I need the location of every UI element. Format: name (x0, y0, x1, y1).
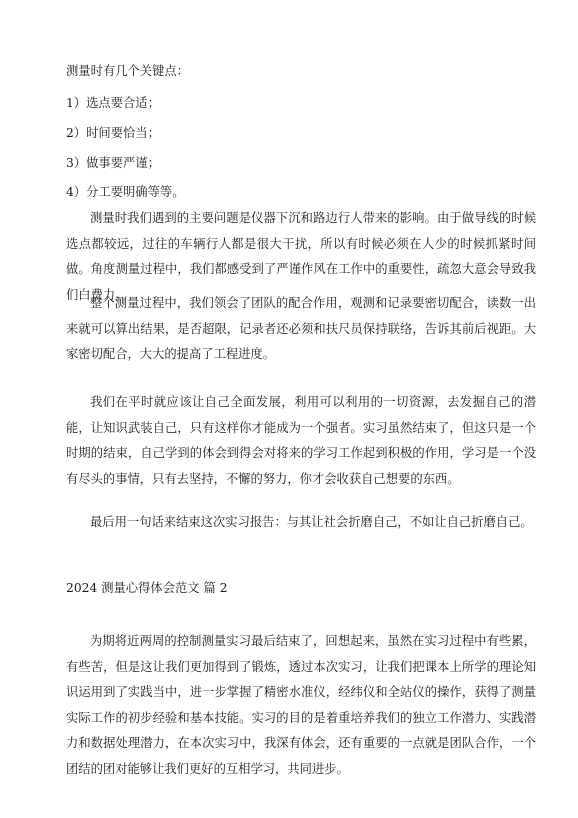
paragraph-3: 我们在平时就应该让自己全面发展，利用可以利用的一切资源，去发掘自己的潜能，让知识武装自己，只有这样你才能成为一个强者。实习虽然结束了，但这只是一个时期的结束，自己学到的体会到得会对将来的学习工作起到积极的作用，学习是一个没有尽头的事情，只有去坚持，不懈的努力，你才会收获自己想要的东西。 (66, 395, 536, 486)
key-point-3: 3）做事要严谨； (66, 156, 160, 170)
paragraph-2: 整个测量过程中，我们领会了团队的配合作用，观测和记录要密切配合，读数一出来就可以算出结果，是否超限，记录者还必须和扶尺员保持联络，告诉其前后视距。大家密切配合，大大的提高了工程进度。 (66, 296, 536, 361)
section-title: 2024 测量心得体会范文 篇 2 (66, 581, 228, 595)
section-paragraph: 为期将近两周的控制测量实习最后结束了，回想起来，虽然在实习过程中有些累，有些苦，但是这让我们更加得到了锻炼，透过本次实习，让我们把课本上所学的理论知识运用到了实践当中，进一步掌握了精密水准仪，经纬仪和全站仪的操作，获得了测量实际工作的初步经验和基本技能。实习的目的是着重培养我们的独立工作潜力、实践潜力和数据处理潜力，在本次实习中，我深有体会，还有重要的一点就是团队合作，一个团结的团对能够让我们更好的互相学习，共同进步。 (66, 634, 536, 776)
paragraph-1: 测量时我们遇到的主要问题是仪器下沉和路边行人带来的影响。由于做导线的时候选点都较远，过往的车辆行人都是很大干扰，所以有时候必须在人少的时候抓紧时间做。角度测量过程中，我们都感受到了严谨作风在工作中的重要性，疏忽大意会导致我们白费力。 (66, 211, 536, 302)
intro-line: 测量时有几个关键点： (66, 64, 189, 78)
key-point-2: 2）时间要恰当； (66, 126, 160, 140)
paragraph-4: 最后用一句话来结束这次实习报告：与其让社会折磨自己，不如让自己折磨自己。 (90, 515, 533, 529)
key-point-1: 1）选点要合适； (66, 96, 160, 110)
key-point-4: 4）分工要明确等等。 (66, 185, 185, 199)
